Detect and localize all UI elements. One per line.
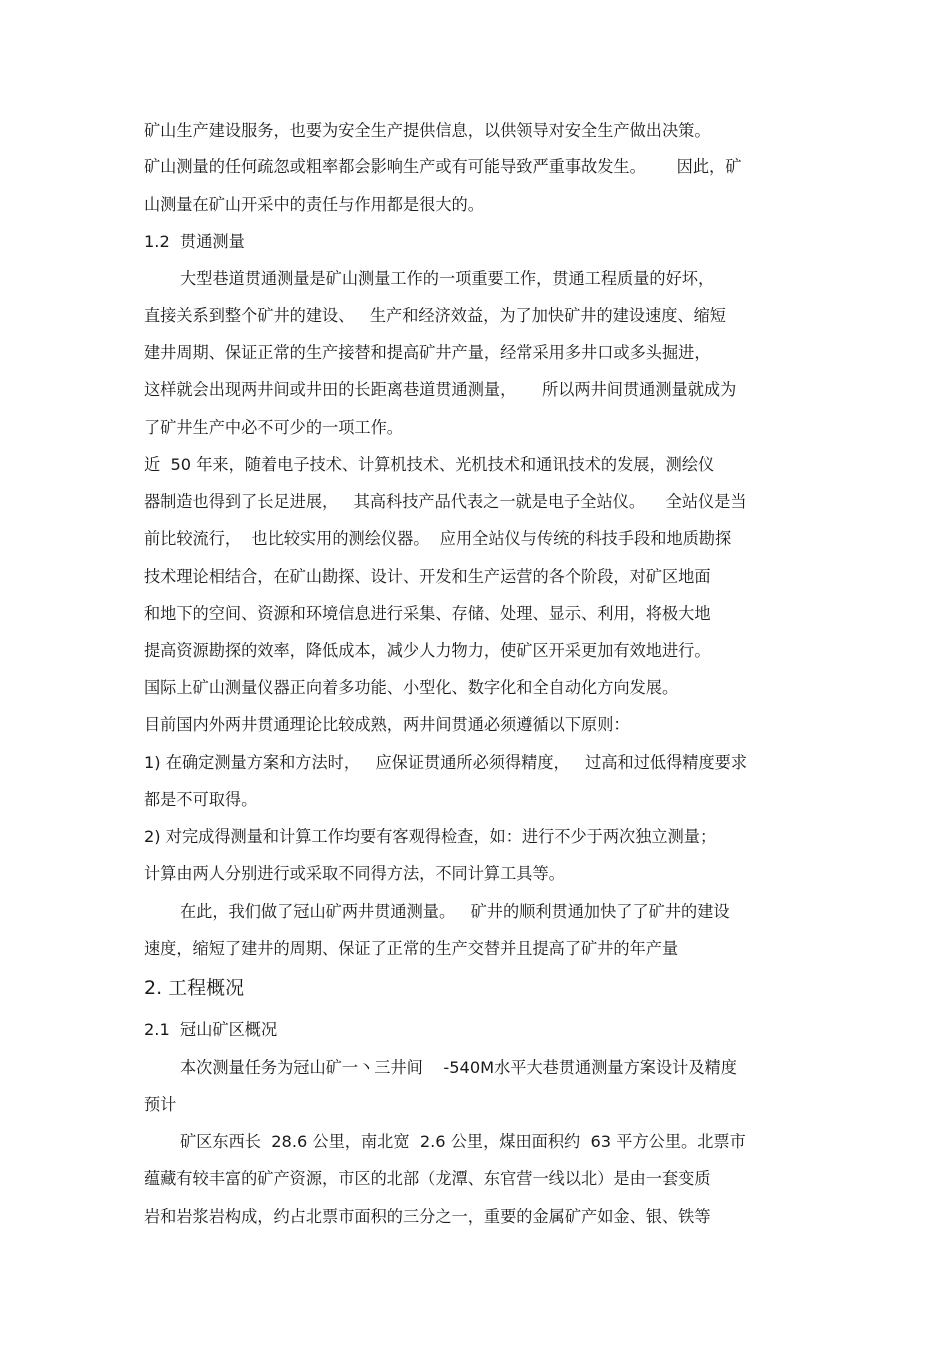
paragraph-line: 矿区东西长 28.6 公里，南北宽 2.6 公里，煤田面积约 63 平方公里。北票市	[180, 1132, 746, 1151]
section-heading: 1.2 贯通测量	[144, 232, 245, 251]
paragraph-line: 这样就会出现两井间或井田的长距离巷道贯通测量， 所以两井间贯通测量就成为	[144, 380, 737, 399]
paragraph-line: 预计	[144, 1095, 177, 1114]
paragraph-line: 矿山生产建设服务，也要为安全生产提供信息，以供领导对安全生产做出决策。	[144, 121, 711, 140]
paragraph-line: 近 50 年来，随着电子技术、计算机技术、光机技术和通讯技术的发展，测绘仪	[144, 455, 715, 474]
list-item-continuation: 计算由两人分别进行或采取不同得方法，不同计算工具等。	[144, 864, 565, 883]
paragraph-line: 速度，缩短了建井的周期、保证了正常的生产交替并且提高了矿井的年产量	[144, 939, 679, 958]
paragraph-line: 山测量在矿山开采中的责任与作用都是很大的。	[144, 195, 484, 214]
section-heading: 2.1 冠山矿区概况	[144, 1020, 278, 1039]
paragraph-line: 和地下的空间、资源和环境信息进行采集、存储、处理、显示、利用，将极大地	[144, 604, 711, 623]
paragraph-line: 大型巷道贯通测量是矿山测量工作的一项重要工作，贯通工程质量的好坏，	[180, 269, 715, 288]
paragraph-line: 本次测量任务为冠山矿一丶三井间 -540M水平大巷贯通测量方案设计及精度	[180, 1058, 737, 1077]
paragraph-line: 蕴藏有较丰富的矿产资源，市区的北部（龙潭、东官营一线以北）是由一套变质	[144, 1169, 711, 1188]
list-item-continuation: 都是不可取得。	[144, 790, 258, 809]
paragraph-line: 直接关系到整个矿井的建设、 生产和经济效益，为了加快矿井的建设速度、缩短	[144, 306, 726, 325]
paragraph-line: 提高资源勘探的效率，降低成本，减少人力物力，使矿区开采更加有效地进行。	[144, 641, 711, 660]
paragraph-line: 目前国内外两井贯通理论比较成熟，两井间贯通必须遵循以下原则：	[144, 715, 630, 734]
paragraph-line: 在此，我们做了冠山矿两井贯通测量。 矿井的顺利贯通加快了了矿井的建设	[180, 902, 730, 921]
paragraph-line: 国际上矿山测量仪器正向着多功能、小型化、数字化和全自动化方向发展。	[144, 678, 679, 697]
paragraph-line: 建井周期、保证正常的生产接替和提高矿井产量，经常采用多井口或多头掘进，	[144, 343, 711, 362]
list-item: 1) 在确定测量方案和方法时， 应保证贯通所必须得精度， 过高和过低得精度要求	[144, 753, 748, 772]
chapter-heading: 2. 工程概况	[144, 977, 245, 999]
paragraph-line: 前比较流行， 也比较实用的测绘仪器。 应用全站仪与传统的科技手段和地质勘探	[144, 529, 732, 548]
paragraph-line: 技术理论相结合，在矿山勘探、设计、开发和生产运营的各个阶段，对矿区地面	[144, 567, 711, 586]
paragraph-line: 岩和岩浆岩构成，约占北票市面积的三分之一，重要的金属矿产如金、银、铁等	[144, 1207, 711, 1226]
paragraph-line: 矿山测量的任何疏忽或粗率都会影响生产或有可能导致严重事故发生。 因此，矿	[144, 157, 742, 176]
paragraph-line: 器制造也得到了长足进展， 其高科技产品代表之一就是电子全站仪。 全站仪是当	[144, 492, 747, 511]
paragraph-line: 了矿井生产中必不可少的一项工作。	[144, 418, 403, 437]
list-item: 2) 对完成得测量和计算工作均要有客观得检查，如：进行不少于两次独立测量；	[144, 827, 717, 846]
